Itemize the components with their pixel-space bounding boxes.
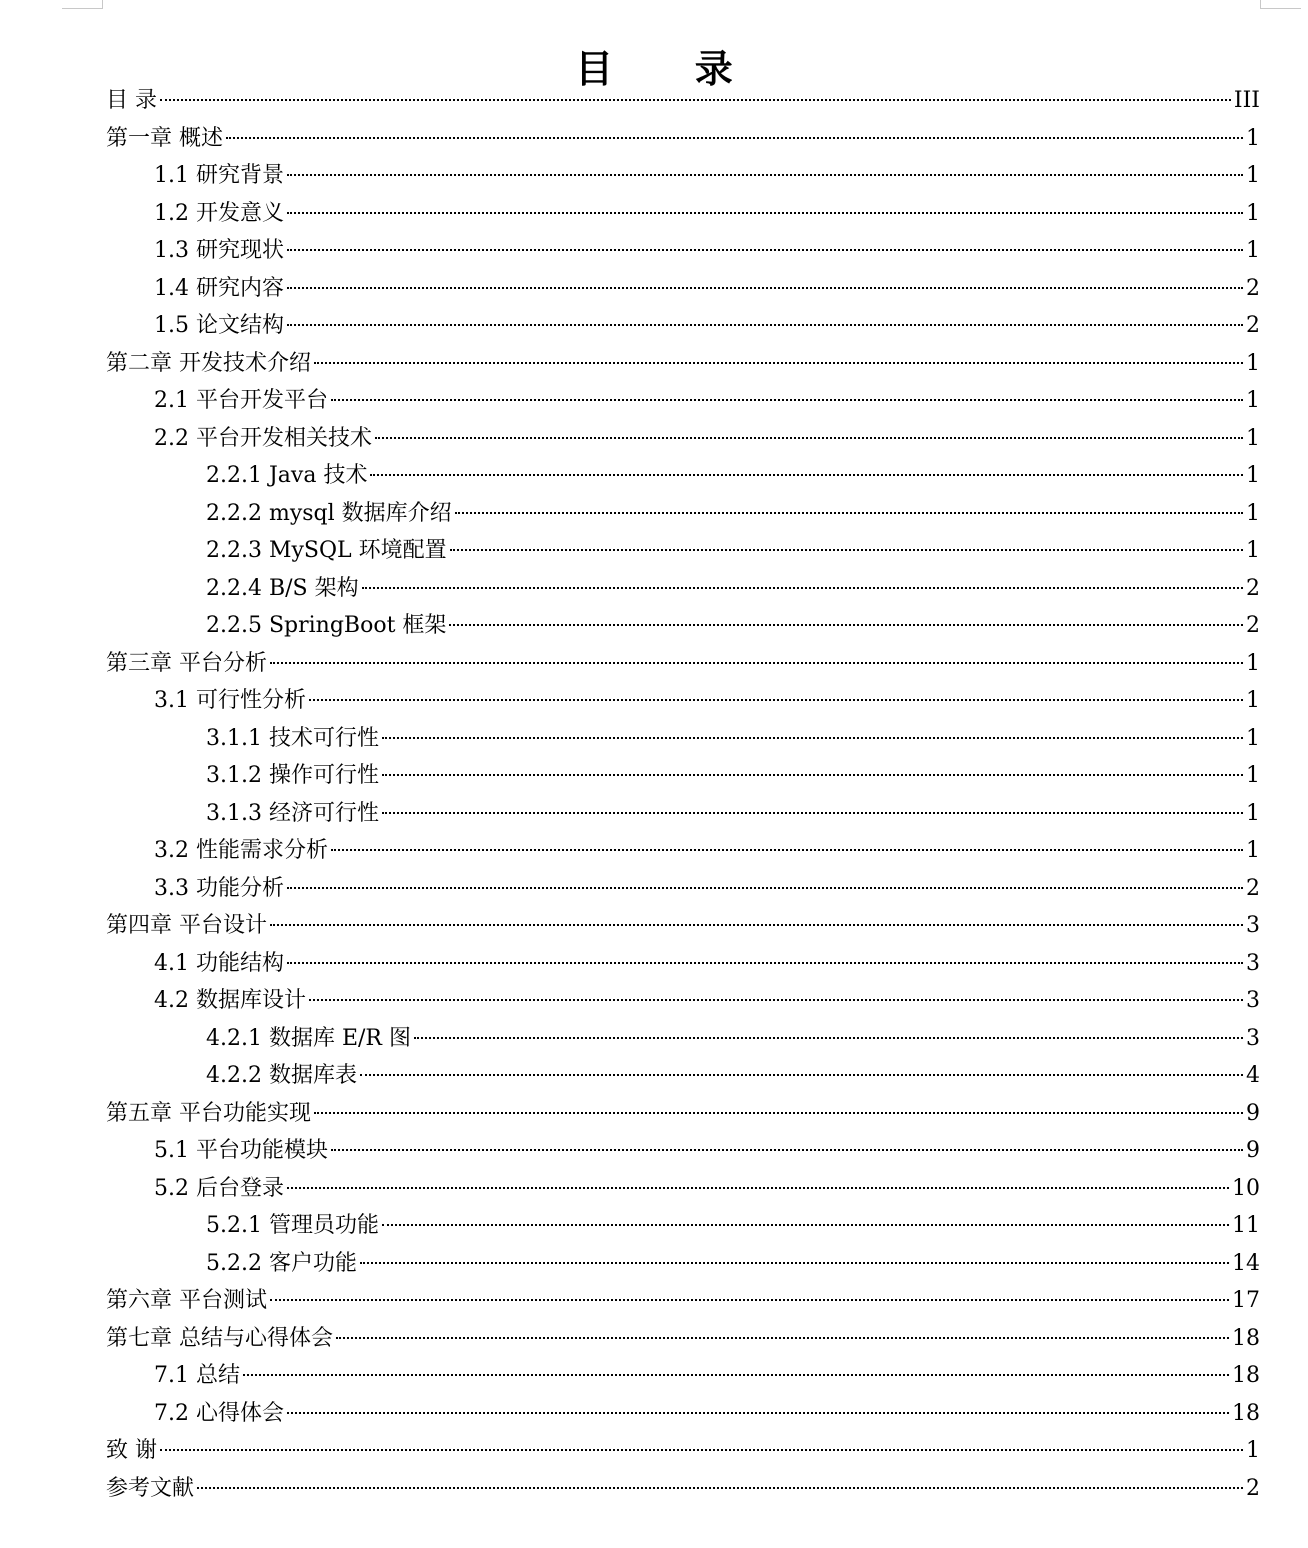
toc-entry[interactable]	[106, 832, 1260, 870]
page-corner-mark-left	[62, 0, 103, 9]
toc-entry-label: 1.3 研究现状	[154, 238, 284, 263]
toc-dot-leader	[375, 437, 1243, 439]
toc-entry[interactable]	[106, 645, 1260, 683]
toc-entry[interactable]	[106, 1432, 1260, 1470]
toc-entry[interactable]	[106, 720, 1260, 758]
toc-entry[interactable]	[106, 157, 1260, 195]
toc-entry-label: 致 谢	[106, 1438, 157, 1463]
toc-dot-leader	[270, 1299, 1229, 1301]
toc-page-number: 2	[1246, 275, 1260, 301]
page-title: 目 录	[575, 46, 768, 92]
toc-entry[interactable]	[106, 1095, 1260, 1133]
toc-entry[interactable]	[106, 795, 1260, 833]
toc-dot-leader	[382, 812, 1243, 814]
toc-entry-label: 第二章 开发技术介绍	[106, 350, 311, 376]
toc-page-number: 18	[1232, 1363, 1260, 1388]
toc-page-number: 14	[1232, 1250, 1260, 1276]
table-of-contents	[106, 82, 1260, 1507]
toc-dot-leader	[455, 512, 1243, 514]
toc-entry[interactable]	[106, 270, 1260, 308]
toc-entry-label: 第三章 平台分析	[106, 650, 267, 676]
toc-dot-leader	[270, 924, 1243, 926]
toc-dot-leader	[160, 1449, 1243, 1451]
toc-dot-leader	[331, 399, 1243, 401]
toc-entry-label: 3.3 功能分析	[154, 875, 284, 901]
toc-dot-leader	[314, 362, 1243, 364]
toc-entry-label: 4.2.1 数据库 E/R 图	[206, 1025, 411, 1051]
toc-entry-label: 1.4 研究内容	[154, 275, 284, 301]
toc-entry[interactable]	[106, 945, 1260, 983]
toc-dot-leader	[309, 999, 1243, 1001]
toc-dot-leader	[331, 849, 1243, 851]
toc-entry-label: 3.2 性能需求分析	[154, 838, 328, 863]
toc-entry-label: 5.2.1 管理员功能	[206, 1213, 379, 1238]
toc-page-number: 2	[1246, 875, 1260, 901]
toc-entry[interactable]	[106, 570, 1260, 608]
toc-page-number: 1	[1246, 538, 1260, 563]
toc-entry[interactable]	[106, 682, 1260, 720]
toc-entry[interactable]	[106, 532, 1260, 570]
toc-page-number: 4	[1246, 1063, 1260, 1088]
toc-entry-label: 目 录	[106, 88, 157, 113]
toc-entry-label: 2.2 平台开发相关技术	[154, 425, 372, 451]
toc-entry[interactable]	[106, 345, 1260, 383]
toc-page-number: 1	[1246, 125, 1260, 151]
toc-entry[interactable]	[106, 457, 1260, 495]
toc-page-number: 1	[1246, 350, 1260, 376]
toc-page-number: 1	[1246, 1438, 1260, 1463]
toc-entry-label: 4.1 功能结构	[154, 950, 284, 976]
toc-dot-leader	[287, 287, 1243, 289]
toc-entry-label: 第一章 概述	[106, 125, 223, 151]
toc-page-number: 1	[1246, 838, 1260, 863]
toc-dot-leader	[336, 1337, 1229, 1339]
toc-entry-label: 7.2 心得体会	[154, 1400, 284, 1426]
toc-page-number: 1	[1246, 238, 1260, 263]
toc-dot-leader	[362, 587, 1243, 589]
toc-entry[interactable]	[106, 607, 1260, 645]
toc-entry-label: 7.1 总结	[154, 1363, 240, 1388]
toc-page-number: 1	[1246, 500, 1260, 526]
toc-entry-label: 第五章 平台功能实现	[106, 1100, 311, 1126]
toc-page-number: 1	[1246, 463, 1260, 488]
toc-page-number: 1	[1246, 800, 1260, 826]
toc-page-number: 11	[1232, 1213, 1260, 1238]
toc-dot-leader	[331, 1149, 1243, 1151]
toc-entry-label: 2.2.2 mysql 数据库介绍	[206, 500, 452, 526]
toc-page-number: 1	[1246, 425, 1260, 451]
toc-entry-label: 参考文献	[106, 1475, 195, 1501]
toc-page-number: 1	[1246, 650, 1260, 676]
toc-entry[interactable]	[106, 420, 1260, 458]
toc-entry[interactable]	[106, 1020, 1260, 1058]
toc-entry-label: 3.1.1 技术可行性	[206, 725, 379, 751]
toc-entry-label: 2.2.1 Java 技术	[206, 463, 368, 488]
toc-entry[interactable]	[106, 1057, 1260, 1095]
toc-entry[interactable]	[106, 382, 1260, 420]
toc-dot-leader	[370, 474, 1243, 476]
toc-dot-leader	[160, 99, 1231, 101]
toc-entry[interactable]	[106, 120, 1260, 158]
toc-entry-label: 3.1 可行性分析	[154, 688, 306, 713]
toc-entry-label: 第六章 平台测试	[106, 1288, 267, 1313]
toc-entry-label: 3.1.2 操作可行性	[206, 763, 379, 788]
toc-entry-label: 3.1.3 经济可行性	[206, 800, 379, 826]
toc-dot-leader	[287, 249, 1243, 251]
toc-page-number: 9	[1246, 1100, 1260, 1126]
toc-page-number: 1	[1246, 200, 1260, 226]
toc-dot-leader	[243, 1374, 1229, 1376]
toc-dot-leader	[382, 1224, 1229, 1226]
toc-dot-leader	[287, 174, 1243, 176]
toc-page-number: 1	[1246, 763, 1260, 788]
toc-entry-label: 第七章 总结与心得体会	[106, 1325, 333, 1351]
toc-dot-leader	[287, 1187, 1229, 1189]
toc-dot-leader	[414, 1037, 1243, 1039]
toc-page-number: 2	[1246, 313, 1260, 338]
toc-dot-leader	[287, 962, 1243, 964]
toc-dot-leader	[287, 212, 1243, 214]
toc-entry[interactable]	[106, 1282, 1260, 1320]
toc-entry-label: 5.2 后台登录	[154, 1175, 284, 1201]
toc-entry-label: 2.2.4 B/S 架构	[206, 575, 359, 601]
toc-page-number: 1	[1246, 725, 1260, 751]
toc-entry-label: 1.2 开发意义	[154, 200, 284, 226]
toc-entry[interactable]	[106, 232, 1260, 270]
toc-page-number: 2	[1246, 613, 1260, 638]
toc-dot-leader	[226, 137, 1243, 139]
toc-dot-leader	[314, 1112, 1243, 1114]
toc-page-number: 1	[1246, 688, 1260, 713]
toc-page-number: 18	[1232, 1400, 1260, 1426]
toc-entry-label: 2.2.3 MySQL 环境配置	[206, 538, 447, 563]
toc-entry-label: 5.1 平台功能模块	[154, 1138, 328, 1163]
toc-page-number: 3	[1246, 1025, 1260, 1051]
toc-dot-leader	[382, 774, 1243, 776]
toc-page-number: 17	[1232, 1288, 1260, 1313]
toc-entry[interactable]	[106, 1207, 1260, 1245]
toc-entry[interactable]	[106, 495, 1260, 533]
toc-entry[interactable]	[106, 1170, 1260, 1208]
toc-entry[interactable]	[106, 907, 1260, 945]
toc-page-number: 2	[1246, 1475, 1260, 1501]
toc-page-number: III	[1233, 88, 1260, 113]
toc-page-number: 1	[1246, 388, 1260, 413]
toc-entry-label: 1.1 研究背景	[154, 163, 284, 188]
toc-page-number: 1	[1246, 163, 1260, 188]
toc-entry[interactable]	[106, 1357, 1260, 1395]
toc-dot-leader	[197, 1487, 1243, 1489]
toc-entry[interactable]	[106, 195, 1260, 233]
toc-entry-label: 4.2.2 数据库表	[206, 1063, 357, 1088]
toc-entry-label: 4.2 数据库设计	[154, 988, 306, 1013]
toc-entry-label: 第四章 平台设计	[106, 913, 267, 938]
toc-dot-leader	[382, 737, 1243, 739]
toc-entry[interactable]	[106, 870, 1260, 908]
toc-entry[interactable]	[106, 1470, 1260, 1508]
toc-dot-leader	[287, 887, 1243, 889]
toc-dot-leader	[270, 662, 1243, 664]
toc-page-number: 3	[1246, 950, 1260, 976]
toc-dot-leader	[309, 699, 1243, 701]
toc-entry[interactable]	[106, 307, 1260, 345]
toc-entry[interactable]	[106, 1395, 1260, 1433]
toc-page-number: 3	[1246, 988, 1260, 1013]
toc-entry-label: 5.2.2 客户功能	[206, 1250, 357, 1276]
toc-entry-label: 2.1 平台开发平台	[154, 388, 328, 413]
toc-dot-leader	[287, 324, 1243, 326]
toc-dot-leader	[449, 624, 1243, 626]
toc-entry[interactable]	[106, 82, 1260, 120]
toc-page-number: 18	[1232, 1325, 1260, 1351]
page-corner-mark-right	[1260, 0, 1301, 9]
toc-page-number: 10	[1232, 1175, 1260, 1201]
toc-dot-leader	[360, 1262, 1229, 1264]
toc-entry[interactable]	[106, 1132, 1260, 1170]
toc-page-number: 9	[1246, 1138, 1260, 1163]
toc-entry[interactable]	[106, 757, 1260, 795]
toc-entry[interactable]	[106, 982, 1260, 1020]
toc-dot-leader	[360, 1074, 1243, 1076]
toc-entry-label: 2.2.5 SpringBoot 框架	[206, 613, 447, 638]
toc-page-number: 2	[1246, 575, 1260, 601]
toc-dot-leader	[450, 549, 1243, 551]
toc-entry-label: 1.5 论文结构	[154, 313, 284, 338]
toc-page-number: 3	[1246, 913, 1260, 938]
toc-dot-leader	[287, 1412, 1229, 1414]
toc-entry[interactable]	[106, 1320, 1260, 1358]
toc-entry[interactable]	[106, 1245, 1260, 1283]
